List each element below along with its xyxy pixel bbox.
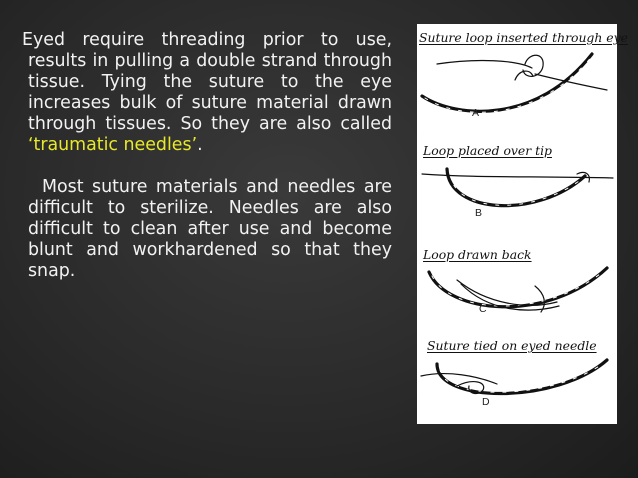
needle-illustrations [417,24,617,424]
needle-d-icon [421,360,607,394]
paragraph-1-end: . [197,135,203,155]
panel-label-d: D [482,396,490,408]
paragraph-1-text: Eyed require threading prior to use, results in pulling a double strand through tissue. Tying the suture to the eye increases bulk of suture material drawn through tissues. So they are also called [22,30,392,134]
paragraph-sterilization: Most suture materials and needles are difficult to sterilize. Needles are also difficult to clean after use and become blunt and workhardened so that they snap. [28,177,392,281]
panel-label-b: B [475,207,483,219]
needle-b-icon [422,169,613,206]
needle-c-icon [429,268,607,312]
paragraph-eyed-needles [22,30,392,156]
needle-a-icon [422,54,607,112]
highlight-traumatic-needles: ‘traumatic needles’ [28,135,198,155]
suture-threading-figure [417,24,628,424]
caption-a: Suture loop inserted through eye [419,30,628,45]
panel-label-c: C [479,303,487,315]
slide-text-column [22,30,392,282]
caption-b: Loop placed over tip [423,143,552,158]
caption-d: Suture tied on eyed needle [427,338,597,353]
caption-c: Loop drawn back [423,247,532,262]
panel-label-a: A [472,107,480,119]
